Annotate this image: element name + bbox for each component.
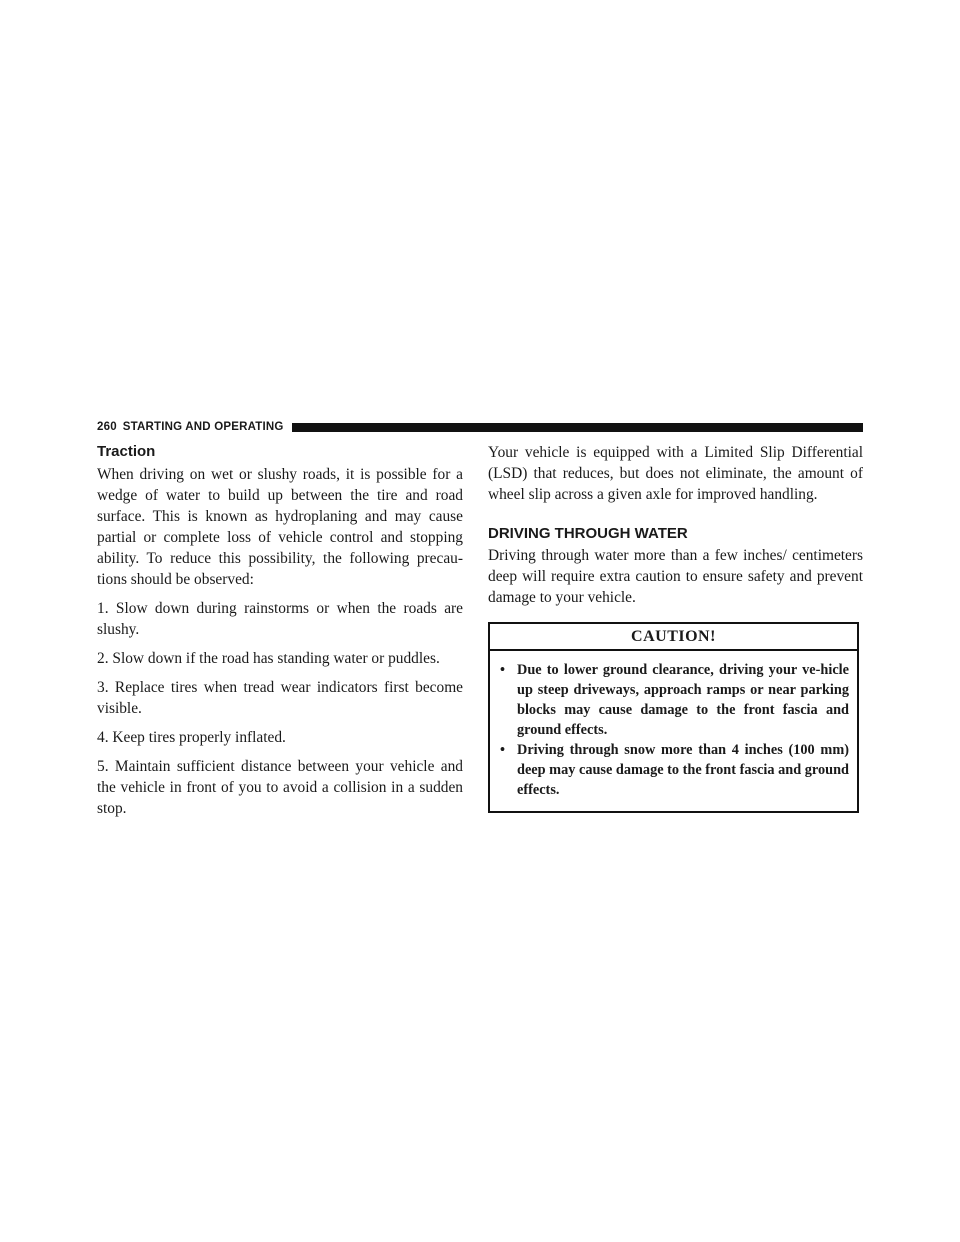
traction-step-5: 5. Maintain sufficient distance between your vehicle and the vehicle in front of you to avoid a collision in a sudden stop. — [97, 758, 463, 817]
page-header — [97, 419, 863, 435]
traction-step-3: 3. Replace tires when tread wear indicators first become visible. — [97, 679, 463, 717]
caution-box — [488, 622, 859, 813]
caution-item-text: Driving through snow more than 4 inches (100 mm) deep may cause damage to the front fascia and ground effects. — [517, 742, 849, 798]
traction-intro: When driving on wet or slushy roads, it is possible for a wedge of water to build up between the tire and road surface. This is known as hydroplaning and may cause partial or complete loss of vehicle control and stopping ability. To reduce this possibility, the following precau-tions should be observed: — [97, 466, 463, 588]
right-column — [488, 442, 863, 813]
caution-item — [500, 740, 849, 800]
caution-item-text: Due to lower ground clearance, driving your ve-hicle up steep driveways, approach ramps or near parking blocks may cause damage to the front fascia and ground effects. — [517, 662, 849, 738]
bullet-icon: • — [500, 742, 506, 758]
traction-step-2: 2. Slow down if the road has standing water or puddles. — [97, 650, 440, 667]
water-body: Driving through water more than a few inches/ centimeters deep will require extra caution to ensure safety and prevent damage to your vehicle. — [488, 547, 863, 606]
caution-title: CAUTION! — [490, 624, 857, 651]
caution-item — [500, 660, 849, 740]
traction-step-1: 1. Slow down during rainstorms or when the roads are slushy. — [97, 600, 463, 638]
traction-step-4: 4. Keep tires properly inflated. — [97, 729, 286, 746]
water-heading: DRIVING THROUGH WATER — [488, 525, 688, 542]
traction-heading: Traction — [97, 443, 156, 460]
caution-list — [490, 651, 857, 811]
header-rule — [292, 423, 863, 432]
lsd-paragraph: Your vehicle is equipped with a Limited Slip Differential (LSD) that reduces, but does not eliminate, the amount of wheel slip across a given axle for improved handling. — [488, 444, 863, 503]
bullet-icon: • — [500, 662, 506, 678]
section-title: STARTING AND OPERATING — [122, 421, 284, 433]
left-column — [97, 442, 463, 819]
page-number: 260 — [97, 421, 117, 433]
